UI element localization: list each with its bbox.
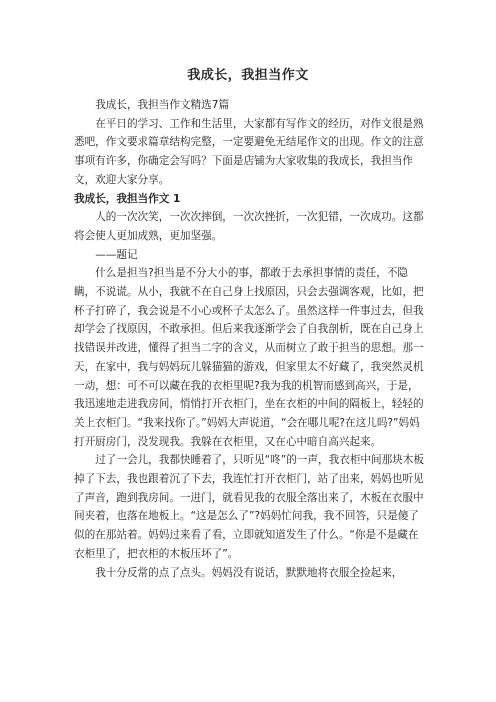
article-body bbox=[74, 96, 424, 582]
page-title: 我成长，我担当作文 bbox=[187, 68, 309, 83]
body-paragraph: 什么是担当?担当是不分大小的事，都敢于去承担事情的责任，不隐瞒，不说谎。从小，我就不在自己身上找原因，只会去强调客观，比如，把杯子打碎了，我会说是不小心或杯子太怎么了。虽然这样一件事过去，但我却学会了找原因，不敢承担。但后来我逐渐学会了自我剖析，既在自己身上找错误并改进，懂得了担当二字的含义，从而树立了敢于担当的思想。那一天，在家中，我与妈妈玩儿躲猫猫的游戏，但家里太不好藏了，我突然灵机一动，想：可不可以藏在我的衣柜里呢?我为我的机智而感到高兴，于是，我迅速地走进我房间，悄悄打开衣柜门，坐在衣柜的中间的隔板上，轻轻的关上衣柜门。“我来找你了。”妈妈大声说道，“会在哪儿呢?在这儿吗?”妈妈打开厨房门，没发现我。我躲在衣柜里，又在心中暗自高兴起来。 bbox=[74, 267, 424, 448]
section-heading: 我成长，我担当作文 1 bbox=[74, 192, 181, 205]
body-paragraph: 人的一次次笑，一次次摔倒，一次次挫折，一次犯错，一次成功。这都将会使人更加成熟，更加坚强。 bbox=[74, 211, 424, 242]
body-paragraph: 过了一会儿，我都快睡着了，只听见“咚”的一声，我衣柜中间那块木板掉了下去，我也跟着沉了下去，我连忙打开衣柜门，站了出来，妈妈也听见了声音，跑到我房间。一进门，就看见我的衣服全落出来了，木板在衣服中间夹着，也落在地板上。“这是怎么了”?妈妈忙问我，我不回答，只是傻了似的在那站着。妈妈过来看了看，立即就知道发生了什么。“你是不是藏在衣柜里了，把衣柜的木板压坏了”。 bbox=[74, 454, 424, 560]
intro-subtitle: 我成长，我担当作文精选7篇 bbox=[95, 99, 230, 111]
body-paragraph: 我十分反常的点了点头。妈妈没有说话，默默地将衣服全捡起来， bbox=[95, 566, 403, 579]
epigraph-attribution: ——题记 bbox=[95, 248, 138, 261]
intro-paragraph: 在平日的学习、工作和生活里，大家都有写作文的经历，对作文很是熟悉吧，作文要求篇章结构完整，一定要避免无结尾作文的出现。作文的注意事项有许多，你确定会写吗？下面是店铺为大家收集的我成长，我担当作文，欢迎大家分享。 bbox=[74, 117, 424, 186]
